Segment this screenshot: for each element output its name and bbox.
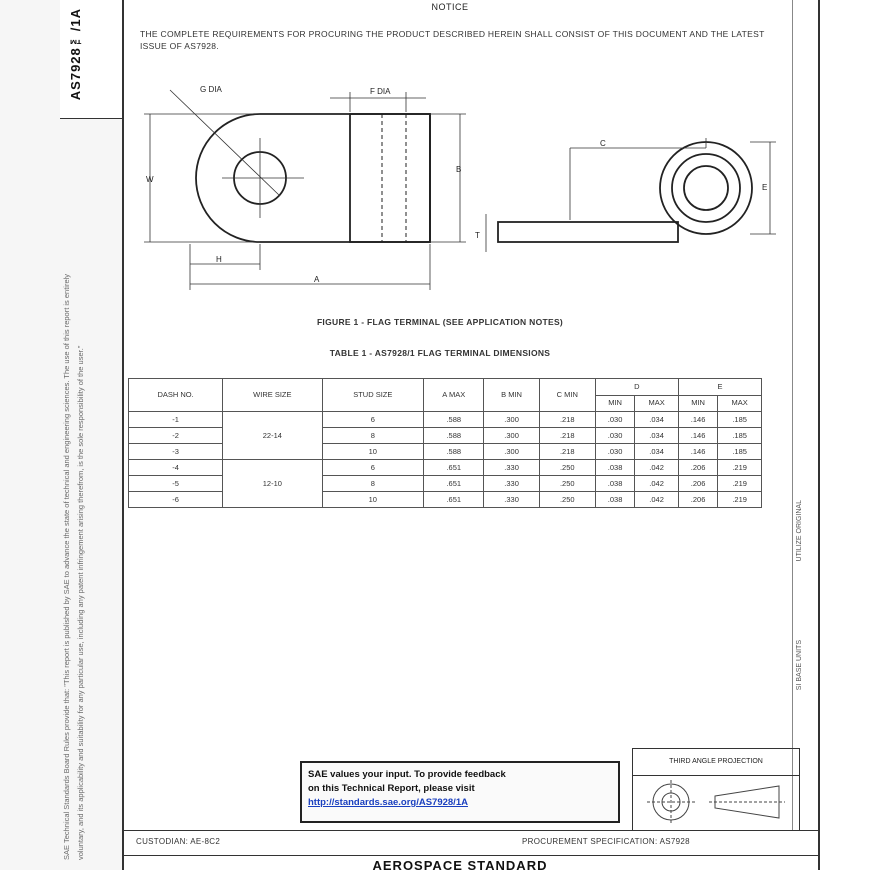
cell-stud: 10 bbox=[322, 444, 423, 460]
th-b-min: B MIN bbox=[484, 379, 539, 412]
barrel-outline bbox=[350, 114, 430, 242]
cell-e-min: .206 bbox=[678, 476, 717, 492]
document-code: AS7928™/1A bbox=[68, 8, 83, 101]
cell-c-min: .218 bbox=[539, 412, 595, 428]
feedback-link[interactable]: http://standards.sae.org/AS7928/1A bbox=[308, 797, 468, 808]
cell-e-min: .146 bbox=[678, 412, 717, 428]
cell-b-min: .300 bbox=[484, 444, 539, 460]
cell-wire: 22-14 bbox=[223, 412, 322, 460]
cell-d-min: .030 bbox=[595, 428, 634, 444]
label-w: W bbox=[146, 175, 154, 184]
cell-e-min: .206 bbox=[678, 460, 717, 476]
cell-stud: 10 bbox=[322, 492, 423, 508]
left-margin-strip bbox=[0, 0, 122, 870]
cell-c-min: .218 bbox=[539, 444, 595, 460]
label-g: G DIA bbox=[200, 85, 222, 94]
cell-c-min: .250 bbox=[539, 460, 595, 476]
right-note-1: UTILIZE ORIGINAL bbox=[796, 500, 803, 562]
label-t: T bbox=[475, 231, 480, 240]
th-wire: WIRE SIZE bbox=[223, 379, 322, 412]
notice-title: NOTICE bbox=[431, 2, 469, 12]
cell-dash: -6 bbox=[129, 492, 223, 508]
cell-c-min: .250 bbox=[539, 492, 595, 508]
cell-d-max: .042 bbox=[635, 476, 679, 492]
cell-b-min: .330 bbox=[484, 492, 539, 508]
third-angle-symbol-icon bbox=[633, 774, 799, 830]
right-note-2: SI BASE UNITS bbox=[796, 640, 803, 691]
cell-b-min: .300 bbox=[484, 412, 539, 428]
cell-a-max: .651 bbox=[424, 476, 484, 492]
cell-stud: 8 bbox=[322, 428, 423, 444]
label-f: F DIA bbox=[370, 87, 391, 96]
th-e-min: MIN bbox=[678, 395, 717, 412]
th-a-max: A MAX bbox=[424, 379, 484, 412]
cell-c-min: .250 bbox=[539, 476, 595, 492]
cell-a-max: .588 bbox=[424, 444, 484, 460]
cell-e-max: .219 bbox=[718, 476, 762, 492]
th-d: D bbox=[595, 379, 678, 396]
cell-dash: -5 bbox=[129, 476, 223, 492]
left-note-2: voluntary, and its applicability and suitability for any particular use, including any patent infringement arising therefrom, is the sole responsibility of the user." bbox=[76, 345, 85, 860]
projection-symbol-box bbox=[632, 774, 800, 831]
cell-d-max: .034 bbox=[635, 412, 679, 428]
cell-b-min: .300 bbox=[484, 428, 539, 444]
cell-d-max: .034 bbox=[635, 428, 679, 444]
feedback-line-2: on this Technical Report, please visit bbox=[308, 783, 475, 794]
cell-stud: 6 bbox=[322, 460, 423, 476]
label-e: E bbox=[762, 183, 768, 192]
label-h: H bbox=[216, 255, 222, 264]
cell-stud: 8 bbox=[322, 476, 423, 492]
custodian: CUSTODIAN: AE-8C2 bbox=[136, 837, 221, 846]
cell-a-max: .651 bbox=[424, 460, 484, 476]
cell-d-min: .038 bbox=[595, 492, 634, 508]
cell-dash: -3 bbox=[129, 444, 223, 460]
frame-left bbox=[122, 0, 124, 870]
notice-text: THE COMPLETE REQUIREMENTS FOR PROCURING THE PRODUCT DESCRIBED HEREIN SHALL CONSIST OF THIS DOCUMENT AND THE LATEST ISSUE OF AS7928. bbox=[140, 29, 765, 51]
cell-e-max: .185 bbox=[718, 444, 762, 460]
cell-dash: -2 bbox=[129, 428, 223, 444]
cell-stud: 6 bbox=[322, 412, 423, 428]
right-margin-notes bbox=[792, 500, 820, 750]
cell-a-max: .588 bbox=[424, 428, 484, 444]
feedback-line-1: SAE values your input. To provide feedback bbox=[308, 769, 506, 780]
cell-wire: 12-10 bbox=[223, 460, 322, 508]
th-c-min: C MIN bbox=[539, 379, 595, 412]
label-c: C bbox=[600, 139, 606, 148]
table-caption: TABLE 1 - AS7928/1 FLAG TERMINAL DIMENSIONS bbox=[329, 348, 551, 358]
feedback-box bbox=[300, 761, 620, 823]
cell-a-max: .651 bbox=[424, 492, 484, 508]
th-d-max: MAX bbox=[635, 395, 679, 412]
table-row bbox=[129, 460, 762, 476]
cell-e-max: .219 bbox=[718, 460, 762, 476]
cell-d-max: .034 bbox=[635, 444, 679, 460]
cell-e-max: .219 bbox=[718, 492, 762, 508]
footer-row bbox=[122, 830, 820, 856]
aerospace-standard-title: AEROSPACE STANDARD bbox=[372, 858, 548, 873]
cell-e-min: .146 bbox=[678, 444, 717, 460]
cell-d-min: .030 bbox=[595, 444, 634, 460]
document-code-box bbox=[60, 0, 123, 119]
cell-e-max: .185 bbox=[718, 428, 762, 444]
cell-e-min: .146 bbox=[678, 428, 717, 444]
cell-a-max: .588 bbox=[424, 412, 484, 428]
cell-dash: -1 bbox=[129, 412, 223, 428]
cell-e-max: .185 bbox=[718, 412, 762, 428]
label-b: B bbox=[456, 165, 462, 174]
cell-b-min: .330 bbox=[484, 476, 539, 492]
th-dash: DASH NO. bbox=[129, 379, 223, 412]
th-stud: STUD SIZE bbox=[322, 379, 423, 412]
cell-d-min: .038 bbox=[595, 476, 634, 492]
flag-terminal-drawing bbox=[130, 78, 780, 298]
end-view-outer bbox=[660, 142, 752, 234]
side-view-tongue bbox=[498, 222, 678, 242]
th-d-min: MIN bbox=[595, 395, 634, 412]
table-row bbox=[129, 412, 762, 428]
th-e: E bbox=[678, 379, 761, 396]
cell-dash: -4 bbox=[129, 460, 223, 476]
cell-d-max: .042 bbox=[635, 460, 679, 476]
cell-b-min: .330 bbox=[484, 460, 539, 476]
cell-d-min: .038 bbox=[595, 460, 634, 476]
cell-e-min: .206 bbox=[678, 492, 717, 508]
procurement-spec: PROCUREMENT SPECIFICATION: AS7928 bbox=[522, 837, 690, 846]
left-note-1: SAE Technical Standards Board Rules provide that: "This report is published by SAE to advance the state of technical and engineering sciences. The use of this report is entirely bbox=[62, 273, 71, 860]
cell-d-min: .030 bbox=[595, 412, 634, 428]
cell-d-max: .042 bbox=[635, 492, 679, 508]
label-a: A bbox=[314, 275, 320, 284]
projection-label: THIRD ANGLE PROJECTION bbox=[632, 748, 800, 776]
dimensions-table bbox=[128, 378, 762, 508]
cell-c-min: .218 bbox=[539, 428, 595, 444]
th-e-max: MAX bbox=[718, 395, 762, 412]
figure-caption: FIGURE 1 - FLAG TERMINAL (SEE APPLICATION NOTES) bbox=[316, 317, 564, 327]
